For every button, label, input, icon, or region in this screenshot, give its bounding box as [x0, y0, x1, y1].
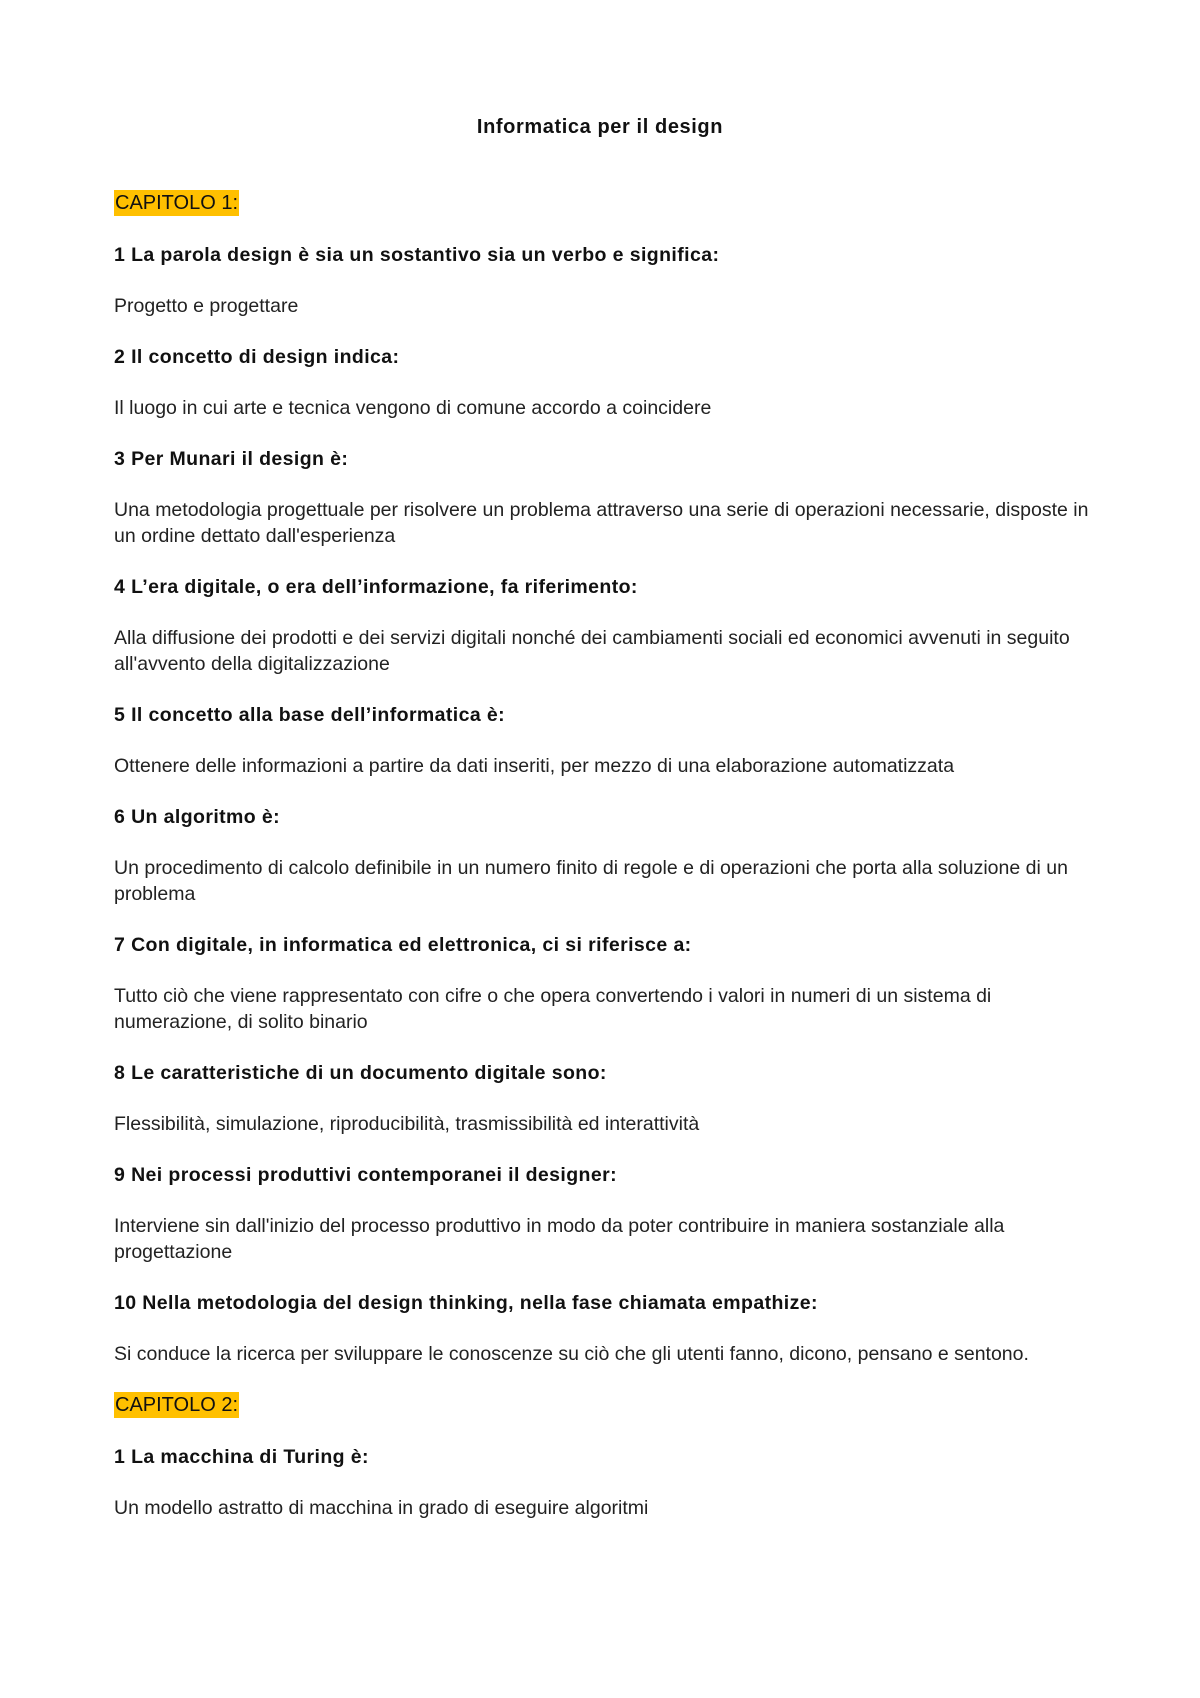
- answer-2: Il luogo in cui arte e tecnica vengono di comune accordo a coincidere: [114, 397, 712, 419]
- question-4: 4 L’era digitale, o era dell’informazione, fa riferimento:: [114, 576, 638, 598]
- chapter-2-answer-1: Un modello astratto di macchina in grado di eseguire algoritmi: [114, 1497, 649, 1519]
- question-8: 8 Le caratteristiche di un documento digitale sono:: [114, 1062, 607, 1084]
- question-1: 1 La parola design è sia un sostantivo sia un verbo e significa:: [114, 244, 720, 266]
- answer-6: Un procedimento di calcolo definibile in un numero finito di regole e di operazioni che porta alla soluzione di un problema: [114, 857, 1068, 905]
- question-3: 3 Per Munari il design è:: [114, 448, 349, 470]
- document-body: [114, 190, 1094, 1546]
- answer-1: Progetto e progettare: [114, 295, 299, 317]
- chapter-2-question-1: 1 La macchina di Turing è:: [114, 1446, 369, 1468]
- document-title: Informatica per il design: [476, 116, 724, 138]
- question-10: 10 Nella metodologia del design thinking, nella fase chiamata empathize:: [114, 1292, 818, 1314]
- answer-8: Flessibilità, simulazione, riproducibilità, trasmissibilità ed interattività: [114, 1113, 700, 1135]
- question-6: 6 Un algoritmo è:: [114, 806, 281, 828]
- answer-5: Ottenere delle informazioni a partire da dati inseriti, per mezzo di una elaborazione automatizzata: [114, 755, 955, 777]
- question-7: 7 Con digitale, in informatica ed elettronica, ci si riferisce a:: [114, 934, 692, 956]
- answer-10: Si conduce la ricerca per sviluppare le conoscenze su ciò che gli utenti fanno, dicono, pensano e sentono.: [114, 1343, 1029, 1365]
- chapter-1-heading: CAPITOLO 1:: [115, 192, 239, 214]
- question-2: 2 Il concetto di design indica:: [114, 346, 400, 368]
- chapter-2-heading: CAPITOLO 2:: [115, 1394, 239, 1416]
- chapter-1-heading-wrap: [114, 190, 1094, 216]
- question-9: 9 Nei processi produttivi contemporanei il designer:: [114, 1164, 617, 1186]
- question-5: 5 Il concetto alla base dell’informatica è:: [114, 704, 506, 726]
- answer-3: Una metodologia progettuale per risolvere un problema attraverso una serie di operazioni necessarie, disposte in un ordine dettato dall'esperienza: [114, 499, 1089, 547]
- answer-4: Alla diffusione dei prodotti e dei servizi digitali nonché dei cambiamenti sociali ed economici avvenuti in seguito all'avvento della digitalizzazione: [114, 627, 1070, 675]
- answer-9: Interviene sin dall'inizio del processo produttivo in modo da poter contribuire in maniera sostanziale alla progettazione: [114, 1215, 1005, 1263]
- chapter-2-heading-wrap: [114, 1392, 1094, 1418]
- answer-7: Tutto ciò che viene rappresentato con cifre o che opera convertendo i valori in numeri di un sistema di numerazione, di solito binario: [114, 985, 992, 1033]
